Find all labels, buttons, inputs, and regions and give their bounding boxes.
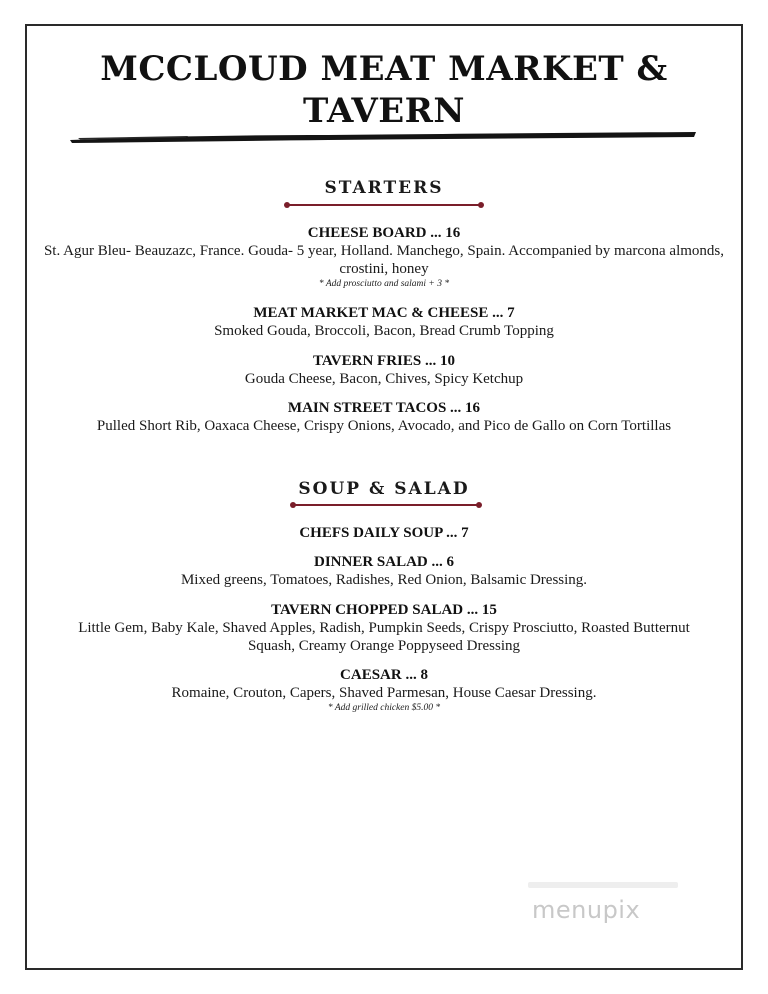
item-note: * Add grilled chicken $5.00 * bbox=[327, 703, 441, 713]
item-name: TAVERN FRIES ... 10 bbox=[313, 353, 455, 369]
menu-item-tavern-chopped-salad bbox=[70, 601, 698, 655]
title-line-2: TAVERN bbox=[303, 91, 465, 131]
menu-item-dinner-salad bbox=[40, 553, 728, 589]
starters-heading-divider bbox=[284, 202, 484, 208]
menu-item-main-street-tacos bbox=[30, 399, 738, 435]
item-description: St. Agur Bleu- Beauzazc, France. Gouda- 5 year, Holland. Manchego, Spain. Accompanied by marcona almonds, crostini, honey bbox=[43, 243, 725, 277]
item-name: CHEESE BOARD ... 16 bbox=[307, 225, 461, 241]
item-description: Romaine, Crouton, Capers, Shaved Parmesan, House Caesar Dressing. bbox=[171, 685, 597, 701]
item-name: TAVERN CHOPPED SALAD ... 15 bbox=[271, 602, 497, 618]
item-description: Pulled Short Rib, Oaxaca Cheese, Crispy Onions, Avocado, and Pico de Gallo on Corn Tortillas bbox=[96, 418, 672, 434]
menu-item-mac-cheese bbox=[40, 304, 728, 340]
item-description: Gouda Cheese, Bacon, Chives, Spicy Ketchup bbox=[244, 371, 524, 387]
menu-item-cheese-board bbox=[40, 224, 728, 290]
menu-item-chefs-daily-soup bbox=[40, 524, 728, 542]
menu-item-tavern-fries bbox=[40, 352, 728, 388]
restaurant-title bbox=[0, 48, 768, 132]
menu-item-caesar bbox=[40, 666, 728, 714]
soup-salad-heading-divider bbox=[290, 502, 482, 508]
item-description: Mixed greens, Tomatoes, Radishes, Red Onion, Balsamic Dressing. bbox=[180, 572, 588, 588]
item-name: CAESAR ... 8 bbox=[340, 667, 428, 683]
item-description: Smoked Gouda, Broccoli, Bacon, Bread Crumb Topping bbox=[214, 323, 554, 339]
title-line-1: MCCLOUD MEAT MARKET & bbox=[100, 49, 668, 89]
item-name: MEAT MARKET MAC & CHEESE ... 7 bbox=[253, 305, 515, 321]
item-note: * Add prosciutto and salami + 3 * bbox=[318, 279, 450, 289]
menupix-watermark: menupix bbox=[532, 896, 641, 924]
section-heading-soup-salad: SOUP & SALAD bbox=[298, 479, 470, 499]
item-name: DINNER SALAD ... 6 bbox=[313, 554, 455, 570]
brush-stroke-divider bbox=[68, 128, 698, 146]
item-name: CHEFS DAILY SOUP ... 7 bbox=[299, 525, 469, 541]
section-heading-starters: STARTERS bbox=[324, 178, 444, 198]
item-name: MAIN STREET TACOS ... 16 bbox=[287, 400, 481, 416]
watermark-bar bbox=[528, 882, 678, 888]
item-description: Little Gem, Baby Kale, Shaved Apples, Radish, Pumpkin Seeds, Crispy Prosciutto, Roasted Butternut Squash, Creamy Orange Poppyseed Dressing bbox=[78, 620, 690, 654]
